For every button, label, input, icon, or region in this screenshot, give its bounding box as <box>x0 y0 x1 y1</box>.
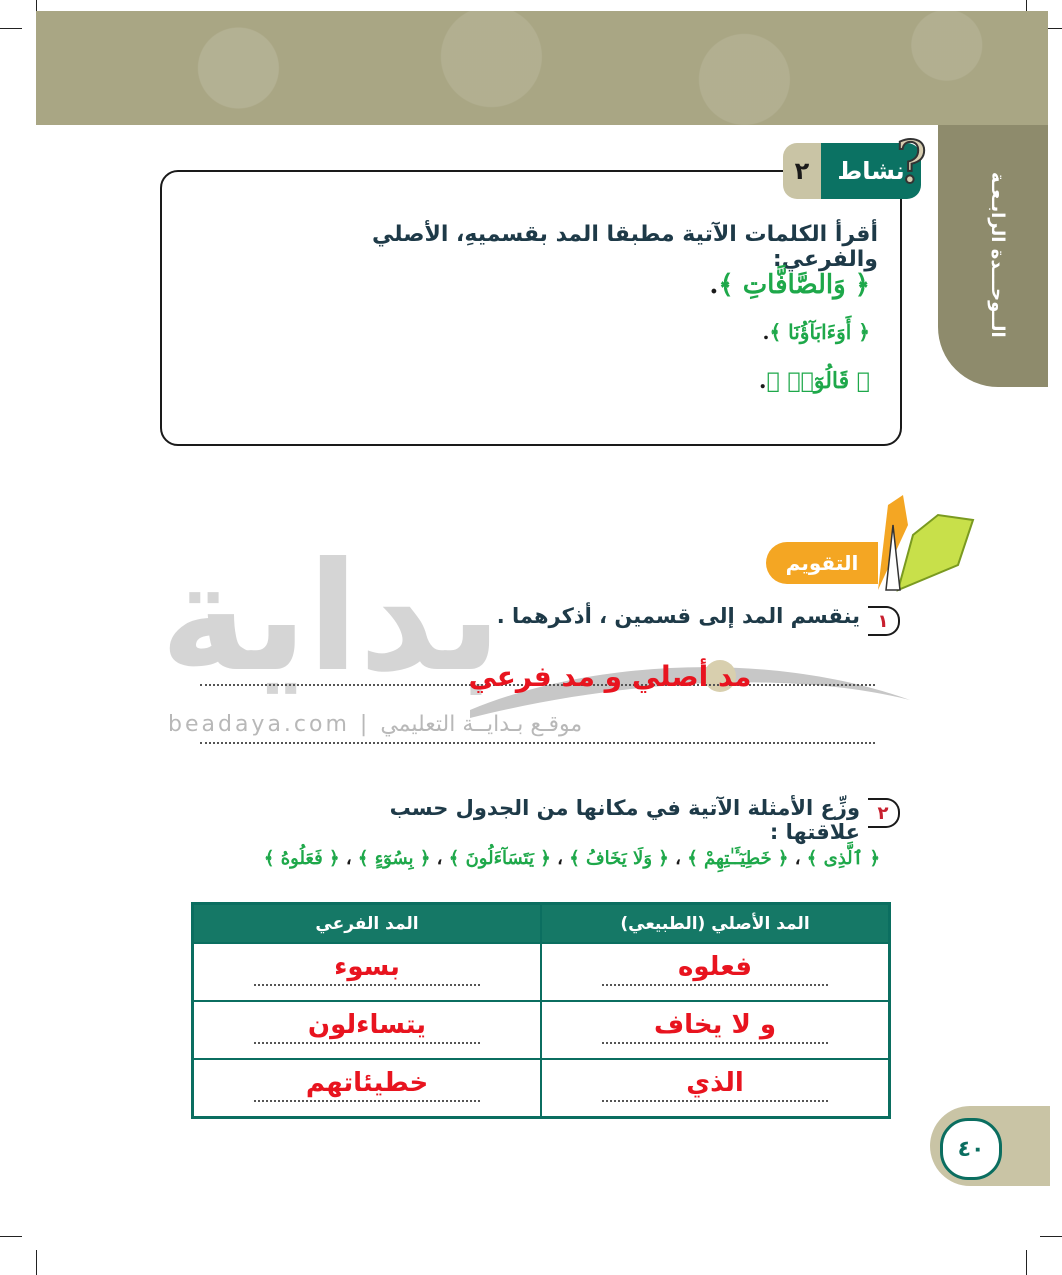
crop-mark <box>1040 1236 1062 1237</box>
example-6: ﴿ فَعَلُوهُ ﴾ <box>263 848 340 869</box>
table-row <box>193 943 890 1001</box>
question-1-number: ١ <box>868 606 900 636</box>
example-2: ﴿ خَطِيٓـَٔـٰتِهِمْ ﴾ <box>687 848 789 869</box>
header-asli: المد الأصلي (الطبيعي) <box>541 904 890 944</box>
crop-mark <box>36 1250 37 1275</box>
cell-far3i: بسوء <box>193 943 542 1001</box>
question-2-number: ٢ <box>868 798 900 828</box>
header-far3i: المد الفرعي <box>193 904 542 944</box>
crop-mark <box>1026 1250 1027 1275</box>
activity-tag <box>783 128 927 199</box>
page-number: ٤٠ <box>940 1118 1002 1180</box>
activity-label: نشاط <box>821 143 921 199</box>
example-5: ﴿ بِسُوٓءٍ ﴾ <box>357 848 431 869</box>
watermark-site-text: beadaya.com | موقـع بـدايــة التعليمي <box>168 712 583 737</box>
crop-mark <box>0 28 22 29</box>
question-1-text: ينقسم المد إلى قسمين ، أذكرهما . <box>496 604 860 628</box>
question-mark-icon: ? <box>895 128 927 196</box>
cell-asli: و لا يخاف <box>541 1001 890 1059</box>
question-2-text: وزِّع الأمثلة الآتية في مكانها من الجدول حسب علاقتها : <box>389 796 860 844</box>
example-4: ﴿ يَتَسَآءَلُونَ ﴾ <box>448 848 551 869</box>
unit-side-tab-label: الــوحـــدة الرابـعـة <box>987 172 1008 338</box>
example-1: ﴿ ٱلَّذِى ﴾ <box>806 848 880 869</box>
cell-far3i: يتساءلون <box>193 1001 542 1059</box>
activity-instruction: أقرأ الكلمات الآتية مطبقا المد بقسميهِ، الأصلي والفرعي: <box>371 222 878 272</box>
watermark-logo: بداية <box>160 531 502 705</box>
cell-asli: فعلوه <box>541 943 890 1001</box>
example-3: ﴿ وَلَا يَخَافُ ﴾ <box>569 848 669 869</box>
examples-list: ﴿ ٱلَّذِى ﴾ ، ﴿ خَطِيٓـَٔـٰتِهِمْ ﴾ ، ﴿ وَلَا يَخَافُ ﴾ ، ﴿ يَتَسَآءَلُونَ ﴾ ، ﴿ بِسُوٓءٍ ﴾ ، ﴿ فَعَلُوهُ ﴾ <box>263 848 880 869</box>
verse-1: ﴿ وَالصَّافَّاتِ ﴾. <box>709 270 870 300</box>
activity-box <box>160 170 902 446</box>
verse-3: ﴿ قَالُوٓا۟ ﴾. <box>758 368 870 394</box>
answer-line-2 <box>200 742 875 744</box>
cell-far3i: خطيئاتهم <box>193 1059 542 1118</box>
question-1-answer: مد أصلي و مد فرعي <box>468 660 752 693</box>
evaluation-tag: التقويم <box>766 542 878 584</box>
verse-2: ﴿ أَوَءَابَآؤُنَا ﴾. <box>762 320 870 344</box>
activity-number: ٢ <box>783 143 821 199</box>
madd-table <box>191 902 891 1119</box>
table-row <box>193 1001 890 1059</box>
top-banner <box>36 11 1048 125</box>
table-header-row <box>193 904 890 944</box>
table-row <box>193 1059 890 1118</box>
cell-asli: الذي <box>541 1059 890 1118</box>
crop-mark <box>0 1236 22 1237</box>
